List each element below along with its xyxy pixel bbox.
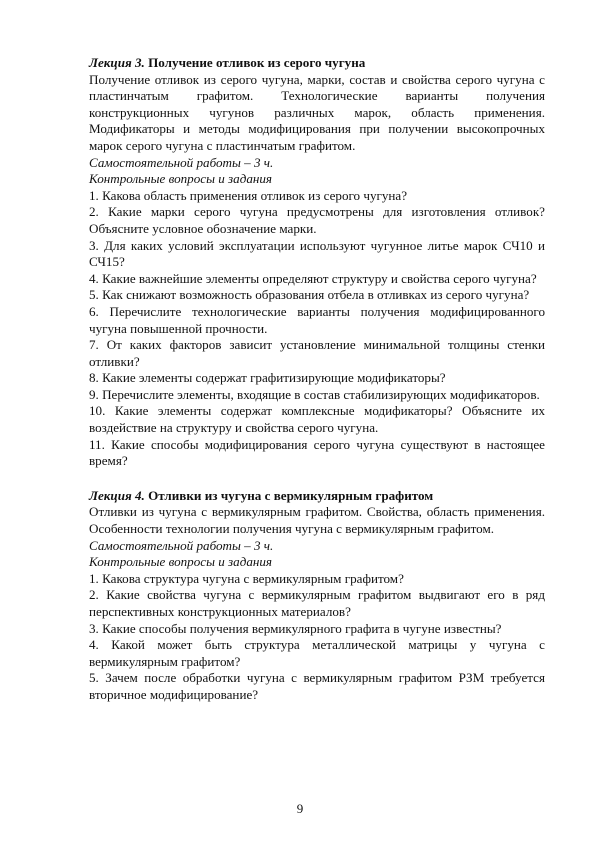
lecture-4-label: Лекция 4.	[89, 487, 145, 503]
lecture-3-question-list	[89, 188, 545, 470]
list-item: 5. Зачем после обработки чугуна с вермикулярным графитом РЗМ требуется вторичное модифицирование?	[89, 670, 545, 702]
lecture-3-title: Получение отливок из серого чугуна	[148, 55, 366, 70]
lecture-4-intro: Отливки из чугуна с вермикулярным графитом. Свойства, область применения. Особенности технологии получения чугуна с вермикулярным графитом.	[89, 504, 545, 537]
list-item: 10. Какие элементы содержат комплексные модификаторы? Объясните их воздействие на структуру и свойства серого чугуна.	[89, 403, 545, 436]
lecture-3-heading	[89, 55, 545, 72]
section-spacer	[89, 470, 545, 488]
lecture-4-heading	[89, 488, 545, 505]
page-content	[89, 55, 545, 704]
lecture-4-question-list	[89, 571, 545, 704]
list-item: 7. От каких факторов зависит установление минимальной толщины стенки отливки?	[89, 337, 545, 369]
lecture-3-questions-heading: Контрольные вопросы и задания	[89, 171, 273, 187]
lecture-3-section	[89, 55, 545, 470]
lecture-3-self-work: Самостоятельной работы – 3 ч.	[89, 154, 274, 170]
list-item: 1. Какова структура чугуна с вермикулярным графитом?	[89, 570, 404, 586]
list-item: 5. Как снижают возможность образования отбела в отливках из серого чугуна?	[89, 287, 530, 303]
lecture-4-self-work: Самостоятельной работы – 3 ч.	[89, 537, 274, 553]
lecture-3-label: Лекция 3.	[89, 55, 145, 70]
list-item: 2. Какие свойства чугуна с вермикулярным графитом выдвигают его в ряд перспективных конструкционных материалов?	[89, 587, 545, 619]
lecture-4-section	[89, 488, 545, 704]
page-number: 9	[296, 801, 304, 816]
lecture-4-questions-heading: Контрольные вопросы и задания	[89, 554, 273, 570]
list-item: 11. Какие способы модифицирования серого чугуна существуют в настоящее время?	[89, 436, 545, 469]
list-item: 8. Какие элементы содержат графитизирующие модификаторы?	[89, 370, 446, 386]
list-item: 9. Перечислите элементы, входящие в состав стабилизирующих модификаторов.	[89, 386, 540, 402]
list-item: 2. Какие марки серого чугуна предусмотрены для изготовления отливок? Объясните условное обозначение марки.	[89, 204, 545, 236]
lecture-3-intro: Получение отливок из серого чугуна, марки, состав и свойства серого чугуна с пластинчатым графитом. Технологические варианты получения конструкционных чугунов различных марок, область применения. Модификаторы и методы модифицирования при получении высокопрочных марок серого чугуна с пластинчатым графитом.	[89, 71, 545, 153]
list-item: 3. Какие способы получения вермикулярного графита в чугуне известны?	[89, 620, 502, 636]
list-item: 4. Какой может быть структура металлической матрицы у чугуна с вермикулярным графитом?	[89, 637, 545, 669]
list-item: 4. Какие важнейшие элементы определяют структуру и свойства серого чугуна?	[89, 270, 537, 286]
lecture-4-title: Отливки из чугуна с вермикулярным графитом	[148, 487, 434, 503]
list-item: 3. Для каких условий эксплуатации используют чугунное литье марок СЧ10 и СЧ15?	[89, 237, 545, 270]
list-item: 1. Какова область применения отливок из серого чугуна?	[89, 187, 408, 203]
list-item: 6. Перечислите технологические варианты получения модифицированного чугуна повышенной прочности.	[89, 303, 545, 336]
